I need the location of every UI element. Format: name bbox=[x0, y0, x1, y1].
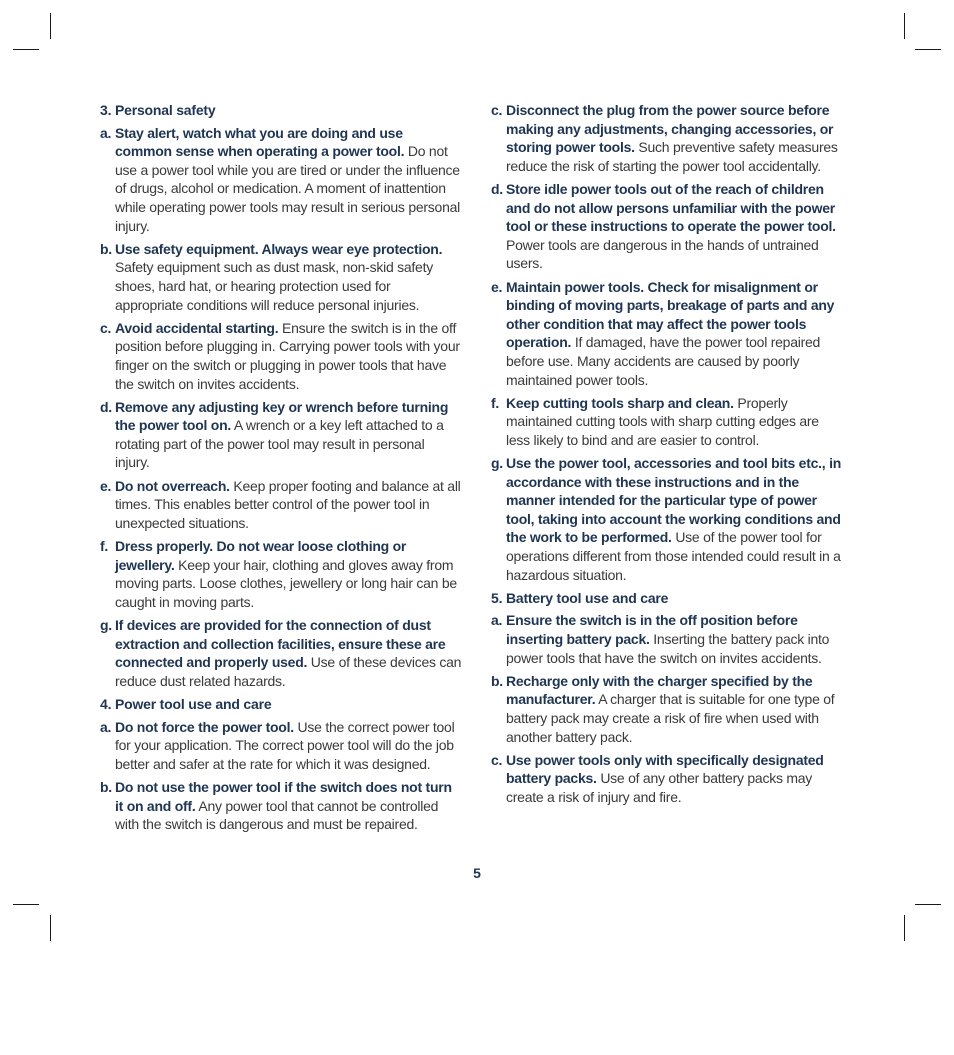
safety-item bbox=[491, 278, 846, 390]
item-label: g. bbox=[491, 455, 503, 472]
item-body bbox=[115, 718, 462, 774]
item-normal-text: If damaged, have the power tool repaired before use. Many accidents are caused by poorly maintained power tools. bbox=[506, 334, 821, 388]
item-label: b. bbox=[100, 240, 112, 257]
crop-mark-top-left-vertical bbox=[50, 13, 51, 39]
item-label: b. bbox=[491, 672, 503, 689]
item-bold-text: Remove any adjusting key or wrench before turning the power tool on. bbox=[115, 398, 449, 434]
item-label: f. bbox=[100, 538, 109, 555]
item-normal-text: Use of any other battery packs may create a risk of injury and fire. bbox=[506, 770, 813, 805]
safety-item bbox=[491, 101, 846, 175]
item-bold-text: Dress properly. Do not wear loose clothing or jewellery. bbox=[115, 538, 407, 573]
item-label: g. bbox=[100, 617, 112, 633]
safety-item bbox=[491, 611, 846, 667]
item-label: a. bbox=[491, 612, 503, 629]
item-normal-text: Keep proper footing and balance at all times. This enables better control of the power tool in unexpected situations. bbox=[115, 477, 461, 531]
safety-item bbox=[100, 477, 462, 533]
section-heading: 5. Battery tool use and care bbox=[491, 589, 669, 606]
item-normal-text: Ensure the switch is in the off position before plugging in. Carrying power tools with your finger on the switch or plugging in power tools that have the switch on invites accidents. bbox=[115, 319, 460, 392]
item-body bbox=[115, 616, 462, 690]
item-bold-text: Store idle power tools out of the reach of children and do not allow persons unfamiliar with the power tool or these instructions to operate the power tool. bbox=[506, 180, 836, 235]
right-column bbox=[491, 101, 846, 811]
item-bold-text: Maintain power tools. Check for misalignment or binding of moving parts, breakage of parts and any other condition that may affect the power tools operation. bbox=[506, 278, 835, 351]
item-normal-text: Properly maintained cutting tools with sharp cutting edges are less likely to bind and are easier to control. bbox=[506, 394, 819, 448]
item-label: d. bbox=[491, 180, 503, 197]
safety-item bbox=[100, 616, 462, 690]
item-body bbox=[506, 611, 846, 667]
item-normal-text: Safety equipment such as dust mask, non-skid safety shoes, hard hat, or hearing protection used for appropriate conditions will reduce personal injuries. bbox=[115, 259, 433, 313]
left-column bbox=[100, 101, 462, 838]
item-label: c. bbox=[491, 102, 503, 118]
safety-item bbox=[100, 240, 462, 314]
item-bold-text: Keep cutting tools sharp and clean. bbox=[506, 394, 734, 411]
item-normal-text: Do not use a power tool while you are tired or under the influence of drugs, alcohol or medication. A moment of inattention while operating power tools may result in serious personal injury. bbox=[115, 143, 461, 234]
item-bold-text: Use power tools only with specifically designated battery packs. bbox=[506, 751, 824, 787]
safety-item bbox=[100, 778, 462, 834]
item-normal-text: Use of the power tool for operations different from those intended could result in a hazardous situation. bbox=[506, 529, 841, 583]
item-bold-text: If devices are provided for the connection of dust extraction and collection facilities, ensure these are connected and properly used. bbox=[115, 617, 446, 671]
item-normal-text: Inserting the battery pack into power tools that have the switch on invites accidents. bbox=[506, 631, 830, 666]
item-body bbox=[115, 240, 462, 314]
item-body bbox=[506, 278, 846, 390]
item-normal-text: A charger that is suitable for one type of battery pack may create a risk of fire when used with another battery pack. bbox=[506, 691, 835, 745]
item-normal-text: Power tools are dangerous in the hands of untrained users. bbox=[506, 236, 819, 272]
crop-mark-bottom-right-vertical bbox=[904, 915, 905, 941]
item-bold-text: Recharge only with the charger specified by the manufacturer. bbox=[506, 672, 813, 708]
item-bold-text: Avoid accidental starting. bbox=[115, 319, 279, 336]
safety-item bbox=[100, 537, 462, 611]
crop-mark-top-right-vertical bbox=[904, 13, 905, 39]
safety-item bbox=[491, 672, 846, 746]
item-label: b. bbox=[100, 778, 112, 795]
item-body bbox=[115, 778, 462, 834]
item-body bbox=[506, 672, 846, 746]
item-bold-text: Do not force the power tool. bbox=[115, 718, 294, 735]
item-normal-text: Such preventive safety measures reduce the risk of starting the power tool accidentally. bbox=[506, 139, 838, 174]
item-label: c. bbox=[491, 751, 503, 768]
safety-item bbox=[100, 124, 462, 236]
item-label: c. bbox=[100, 319, 112, 336]
safety-item bbox=[491, 454, 846, 584]
item-label: e. bbox=[491, 278, 503, 295]
crop-mark-top-left-horizontal bbox=[13, 49, 39, 50]
crop-mark-bottom-left-vertical bbox=[50, 915, 51, 941]
safety-item bbox=[100, 398, 462, 472]
item-body bbox=[115, 398, 462, 472]
safety-item bbox=[100, 319, 462, 393]
item-label: f. bbox=[491, 394, 500, 411]
item-bold-text: Disconnect the plug from the power source before making any adjustments, changing accessories, or storing power tools. bbox=[506, 102, 834, 156]
item-label: a. bbox=[100, 124, 112, 141]
section-heading: 3. Personal safety bbox=[100, 102, 216, 118]
safety-item bbox=[491, 751, 846, 807]
section-heading: 4. Power tool use and care bbox=[100, 695, 272, 712]
item-label: d. bbox=[100, 398, 112, 415]
item-body bbox=[506, 751, 846, 807]
crop-mark-bottom-right-horizontal bbox=[915, 904, 941, 905]
item-body bbox=[115, 319, 462, 393]
item-normal-text: Any power tool that cannot be controlled with the switch is dangerous and must be repaired. bbox=[115, 797, 439, 833]
item-label: e. bbox=[100, 477, 112, 494]
item-body bbox=[506, 454, 846, 584]
item-body bbox=[506, 101, 846, 175]
item-body bbox=[115, 537, 462, 611]
item-body bbox=[115, 124, 462, 236]
item-normal-text: Use the correct power tool for your application. The correct power tool will do the job better and safer at the rate for which it was designed. bbox=[115, 718, 455, 772]
item-bold-text: Do not use the power tool if the switch does not turn it on and off. bbox=[115, 778, 452, 814]
item-bold-text: Stay alert, watch what you are doing and use common sense when operating a power tool. bbox=[115, 124, 405, 160]
crop-mark-top-right-horizontal bbox=[915, 49, 941, 50]
safety-item bbox=[100, 718, 462, 774]
crop-mark-bottom-left-horizontal bbox=[13, 904, 39, 905]
item-normal-text: Use of these devices can reduce dust related hazards. bbox=[115, 654, 462, 689]
item-normal-text: A wrench or a key left attached to a rotating part of the power tool may result in personal injury. bbox=[115, 417, 444, 471]
safety-item bbox=[491, 180, 846, 273]
page-number: 5 bbox=[473, 865, 481, 881]
item-bold-text: Ensure the switch is in the off position before inserting battery pack. bbox=[506, 612, 798, 647]
item-bold-text: Use the power tool, accessories and tool bits etc., in accordance with these instructions and in the manner intended for the particular type of power tool, taking into account the working conditions and the work to be performed. bbox=[506, 455, 842, 546]
item-normal-text: Keep your hair, clothing and gloves away from moving parts. Loose clothes, jewellery or long hair can be caught in moving parts. bbox=[115, 556, 457, 610]
item-body bbox=[506, 394, 846, 450]
item-body bbox=[115, 477, 462, 533]
item-bold-text: Use safety equipment. Always wear eye protection. bbox=[115, 240, 443, 257]
safety-item bbox=[491, 394, 846, 450]
item-body bbox=[506, 180, 846, 273]
item-bold-text: Do not overreach. bbox=[115, 477, 230, 494]
item-label: a. bbox=[100, 718, 112, 735]
